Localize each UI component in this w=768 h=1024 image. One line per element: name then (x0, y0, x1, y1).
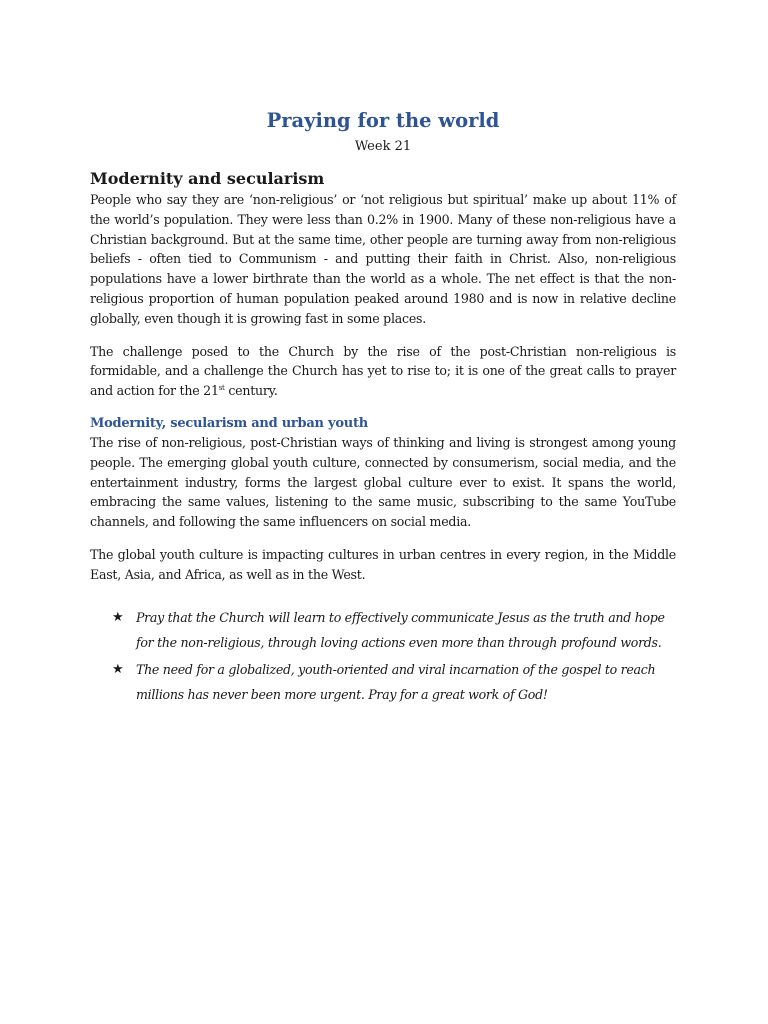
week-label: Week 21 (354, 139, 412, 154)
youth-paragraph: The rise of non-religious, post-Christian ways of thinking and living is strongest among young people. The emerging global youth culture, connected by consumerism, social media, and the entertainment industry, forms the largest global culture ever to exist. It spans the world, embracing the same values, listening to the same music, subscribing to the same YouTube channels, and following the same influencers on social media. (90, 434, 676, 530)
section-heading: Modernity and secularism (90, 169, 325, 188)
page-title: Praying for the world (266, 109, 500, 132)
star-bullet-icon: ★ (112, 609, 124, 625)
prayer-item (90, 657, 676, 707)
prayer-text: Pray that the Church will learn to effectively communicate Jesus as the truth and hope for the non-religious, through loving actions even more than through profound words. (136, 609, 665, 650)
prayer-item (90, 605, 676, 655)
star-bullet-icon: ★ (112, 661, 124, 677)
challenge-text: The challenge posed to the Church by the rise of the post-Christian non-religious is formidable, and a challenge the Church has yet to rise to; it is one of the great calls to prayer and action for the 21 (90, 343, 676, 399)
prayer-text: The need for a globalized, youth-oriented and viral incarnation of the gospel to reach millions has never been more urgent. Pray for a great work of God! (136, 661, 656, 702)
prayer-list (90, 605, 676, 707)
subsection-heading: Modernity, secularism and urban youth (90, 415, 368, 431)
challenge-paragraph (90, 342, 676, 401)
document-page (90, 108, 676, 709)
challenge-text-end: century. (224, 383, 278, 399)
ordinal-suffix: st (218, 383, 225, 392)
youth-culture-paragraph: The global youth culture is impacting cultures in urban centres in every region, in the Middle East, Asia, and Africa, as well as in the West. (90, 546, 676, 582)
intro-paragraph: People who say they are ‘non-religious’ or ‘not religious but spiritual’ make up about 11% of the world’s population. They were less than 0.2% in 1900. Many of these non-religious have a Christian background. But at the same time, other people are turning away from non-religious beliefs - often tied to Communism - and putting their faith in Christ. Also, non-religious populations have a lower birthrate than the world as a whole. The net effect is that the non-religious proportion of human population peaked around 1980 and is now in relative decline globally, even though it is growing fast in some places. (90, 192, 676, 326)
